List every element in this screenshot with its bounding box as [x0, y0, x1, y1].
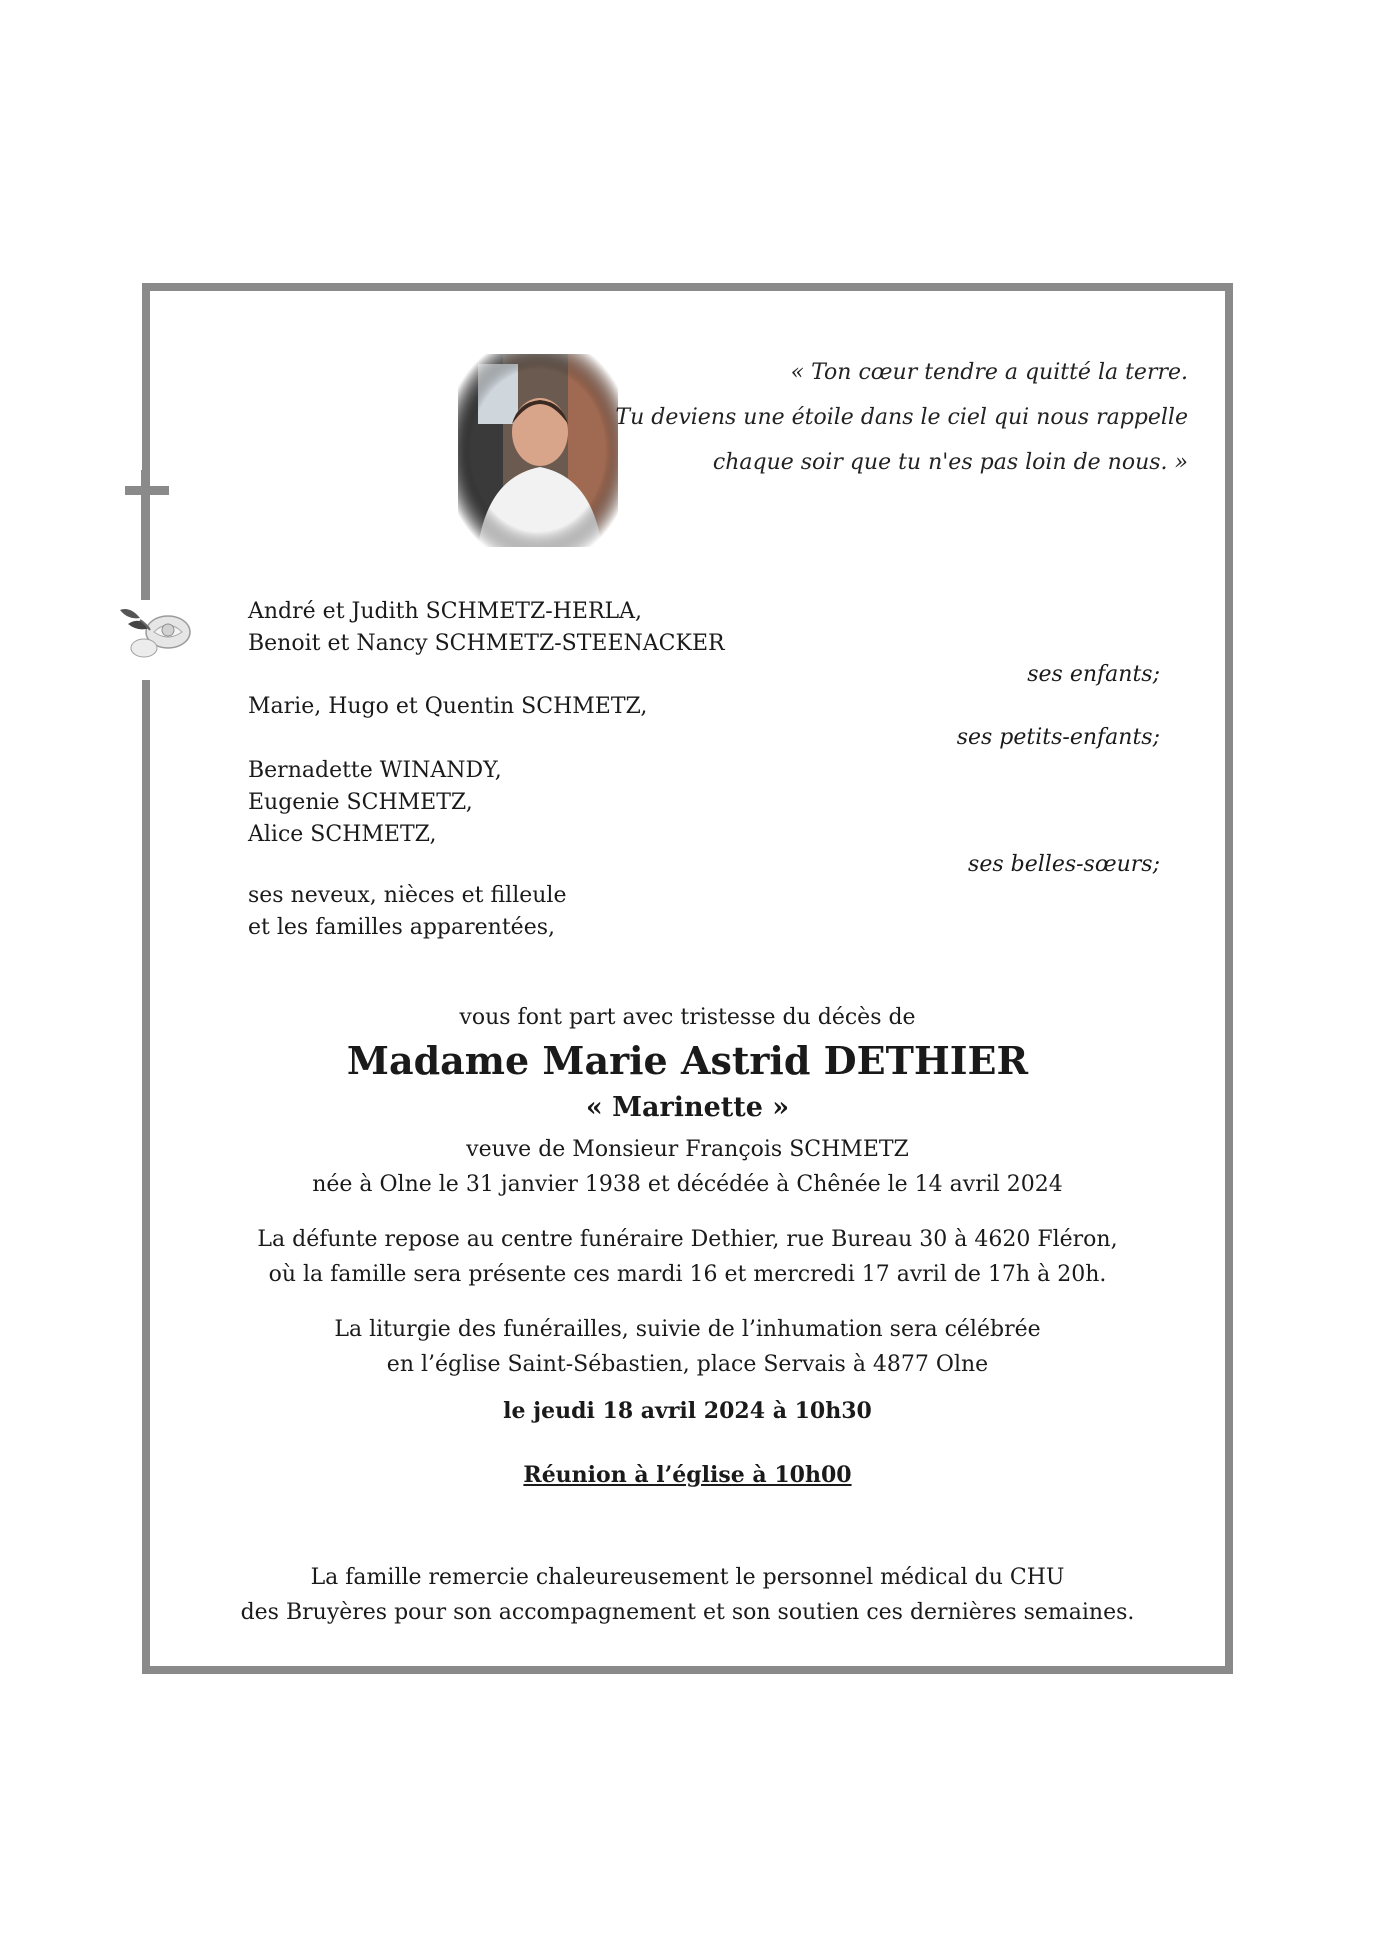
rose-icon [110, 590, 210, 670]
relation-label-grandchildren: ses petits-enfants; [956, 725, 1160, 750]
ceremony-date: le jeudi 18 avril 2024 à 10h30 [503, 1398, 872, 1424]
visitation-line: où la famille sera présente ces mardi 16 et mercredi 17 avril de 17h à 20h. [268, 1262, 1107, 1287]
family-member: André et Judith SCHMETZ-HERLA, [248, 599, 643, 624]
family-member: Alice SCHMETZ, [248, 822, 437, 847]
family-member: et les familles apparentées, [248, 915, 555, 940]
cross-bar [125, 486, 169, 495]
family-member: Eugenie SCHMETZ, [248, 790, 473, 815]
memorial-quote [615, 350, 1188, 485]
deceased-name: Madame Marie Astrid DETHIER [346, 1038, 1029, 1083]
thanks-line: La famille remercie chaleureusement le personnel médical du CHU [310, 1565, 1065, 1590]
quote-line: chaque soir que tu n'es pas loin de nous. » [712, 450, 1188, 475]
church-line: en l’église Saint-Sébastien, place Servais à 4877 Olne [386, 1352, 989, 1377]
rest-location-line: La défunte repose au centre funéraire Dethier, rue Bureau 30 à 4620 Fléron, [257, 1227, 1118, 1252]
liturgy-line: La liturgie des funérailles, suivie de l’inhumation sera célébrée [334, 1317, 1041, 1342]
family-sisters-in-law [248, 755, 502, 851]
family-member: Marie, Hugo et Quentin SCHMETZ, [248, 694, 648, 719]
announcement-intro: vous font part avec tristesse du décès de [459, 1005, 916, 1030]
portrait-photo [458, 354, 618, 547]
relation-label-children: ses enfants; [1027, 662, 1160, 687]
widow-line: veuve de Monsieur François SCHMETZ [466, 1137, 909, 1162]
family-member: Bernadette WINANDY, [248, 758, 502, 783]
deceased-nickname: « Marinette » [585, 1092, 790, 1123]
family-children [248, 596, 725, 660]
meeting-time: Réunion à l’église à 10h00 [523, 1462, 852, 1488]
family-others [248, 880, 566, 944]
family-member: ses neveux, nièces et filleule [248, 883, 567, 908]
birth-death-dates: née à Olne le 31 janvier 1938 et décédée à Chênée le 14 avril 2024 [312, 1172, 1063, 1197]
thanks-line: des Bruyères pour son accompagnement et son soutien ces dernières semaines. [240, 1600, 1135, 1625]
family-grandchildren [248, 691, 647, 723]
family-member: Benoit et Nancy SCHMETZ-STEENACKER [248, 631, 725, 656]
relation-label-sisters-in-law: ses belles-sœurs; [968, 852, 1160, 877]
quote-line: Tu deviens une étoile dans le ciel qui nous rappelle [615, 405, 1188, 430]
quote-line: « Ton cœur tendre a quitté la terre. [790, 360, 1188, 385]
